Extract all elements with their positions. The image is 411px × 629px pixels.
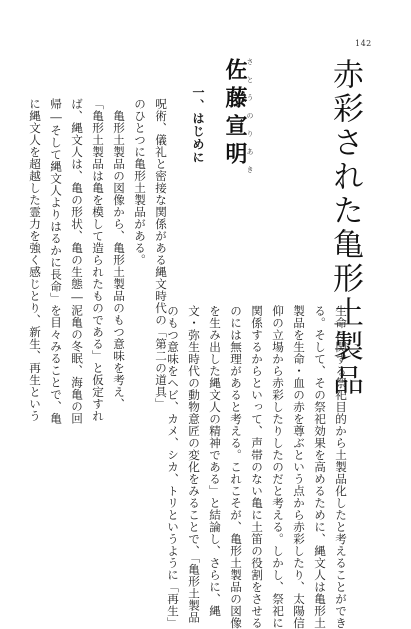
text-line: に縄文人を超越した霊力を強く感じとり、新生、再生という — [28, 98, 42, 422]
page-number: 142 — [355, 39, 372, 48]
text-line: ば、縄文人は、亀の形状、亀の生態―泥亀の冬眠、海亀の回 — [70, 98, 84, 425]
section-heading: 一、はじめに — [191, 86, 205, 164]
text-line: 関係するからといって、声帯のない亀に土笛の役割をさせる — [250, 305, 264, 629]
author-name: 佐藤宣明 — [222, 58, 248, 170]
text-line: を生み出した縄文人の精神である」と結論し、さらに、縄 — [208, 305, 222, 617]
text-line: 亀形土製品の図像から、亀形土製品のもつ意味を考え、 — [112, 98, 126, 410]
text-line: のには無理があると考える。これこそが、亀形土製品の図像 — [229, 305, 243, 629]
article-title: 赤彩された亀形土製品 — [327, 58, 363, 398]
text-line: 仰の立場から赤彩したりしたのだと考える。しかし、祭祀に — [271, 305, 285, 629]
text-line: のもつ意味をヘビ、カメ、シカ、トリというように「再生」 — [166, 305, 180, 629]
text-line: 帰―そして縄文人よりはるかに長命」を目々みることで、亀 — [49, 98, 63, 425]
author-ruby: さとうのりあき — [246, 58, 254, 184]
text-line: 「亀形土製品は亀を模して造られたものである」と仮定すれ — [91, 98, 105, 422]
text-line: る。そして、その祭祀効果を高めるために、縄文人は亀形土 — [313, 305, 327, 629]
body-text-lower — [162, 305, 351, 629]
text-line: 製品を生命・血の赤を尊ぶという点から赤彩したり、太陽信 — [292, 305, 306, 629]
text-line: 呪術、儀礼と密接な関係がある縄文時代の「第二の道具」 — [154, 98, 168, 410]
text-line: 生命に関する祭祀目的から土製品化したと考えることができ — [334, 305, 348, 629]
text-line: のひとつに亀形土製品がある。 — [133, 98, 147, 266]
text-line: 文・弥生時代の動物意匠の変化をみることで、「亀形土製品 — [187, 305, 201, 624]
body-text-upper — [24, 98, 171, 424]
